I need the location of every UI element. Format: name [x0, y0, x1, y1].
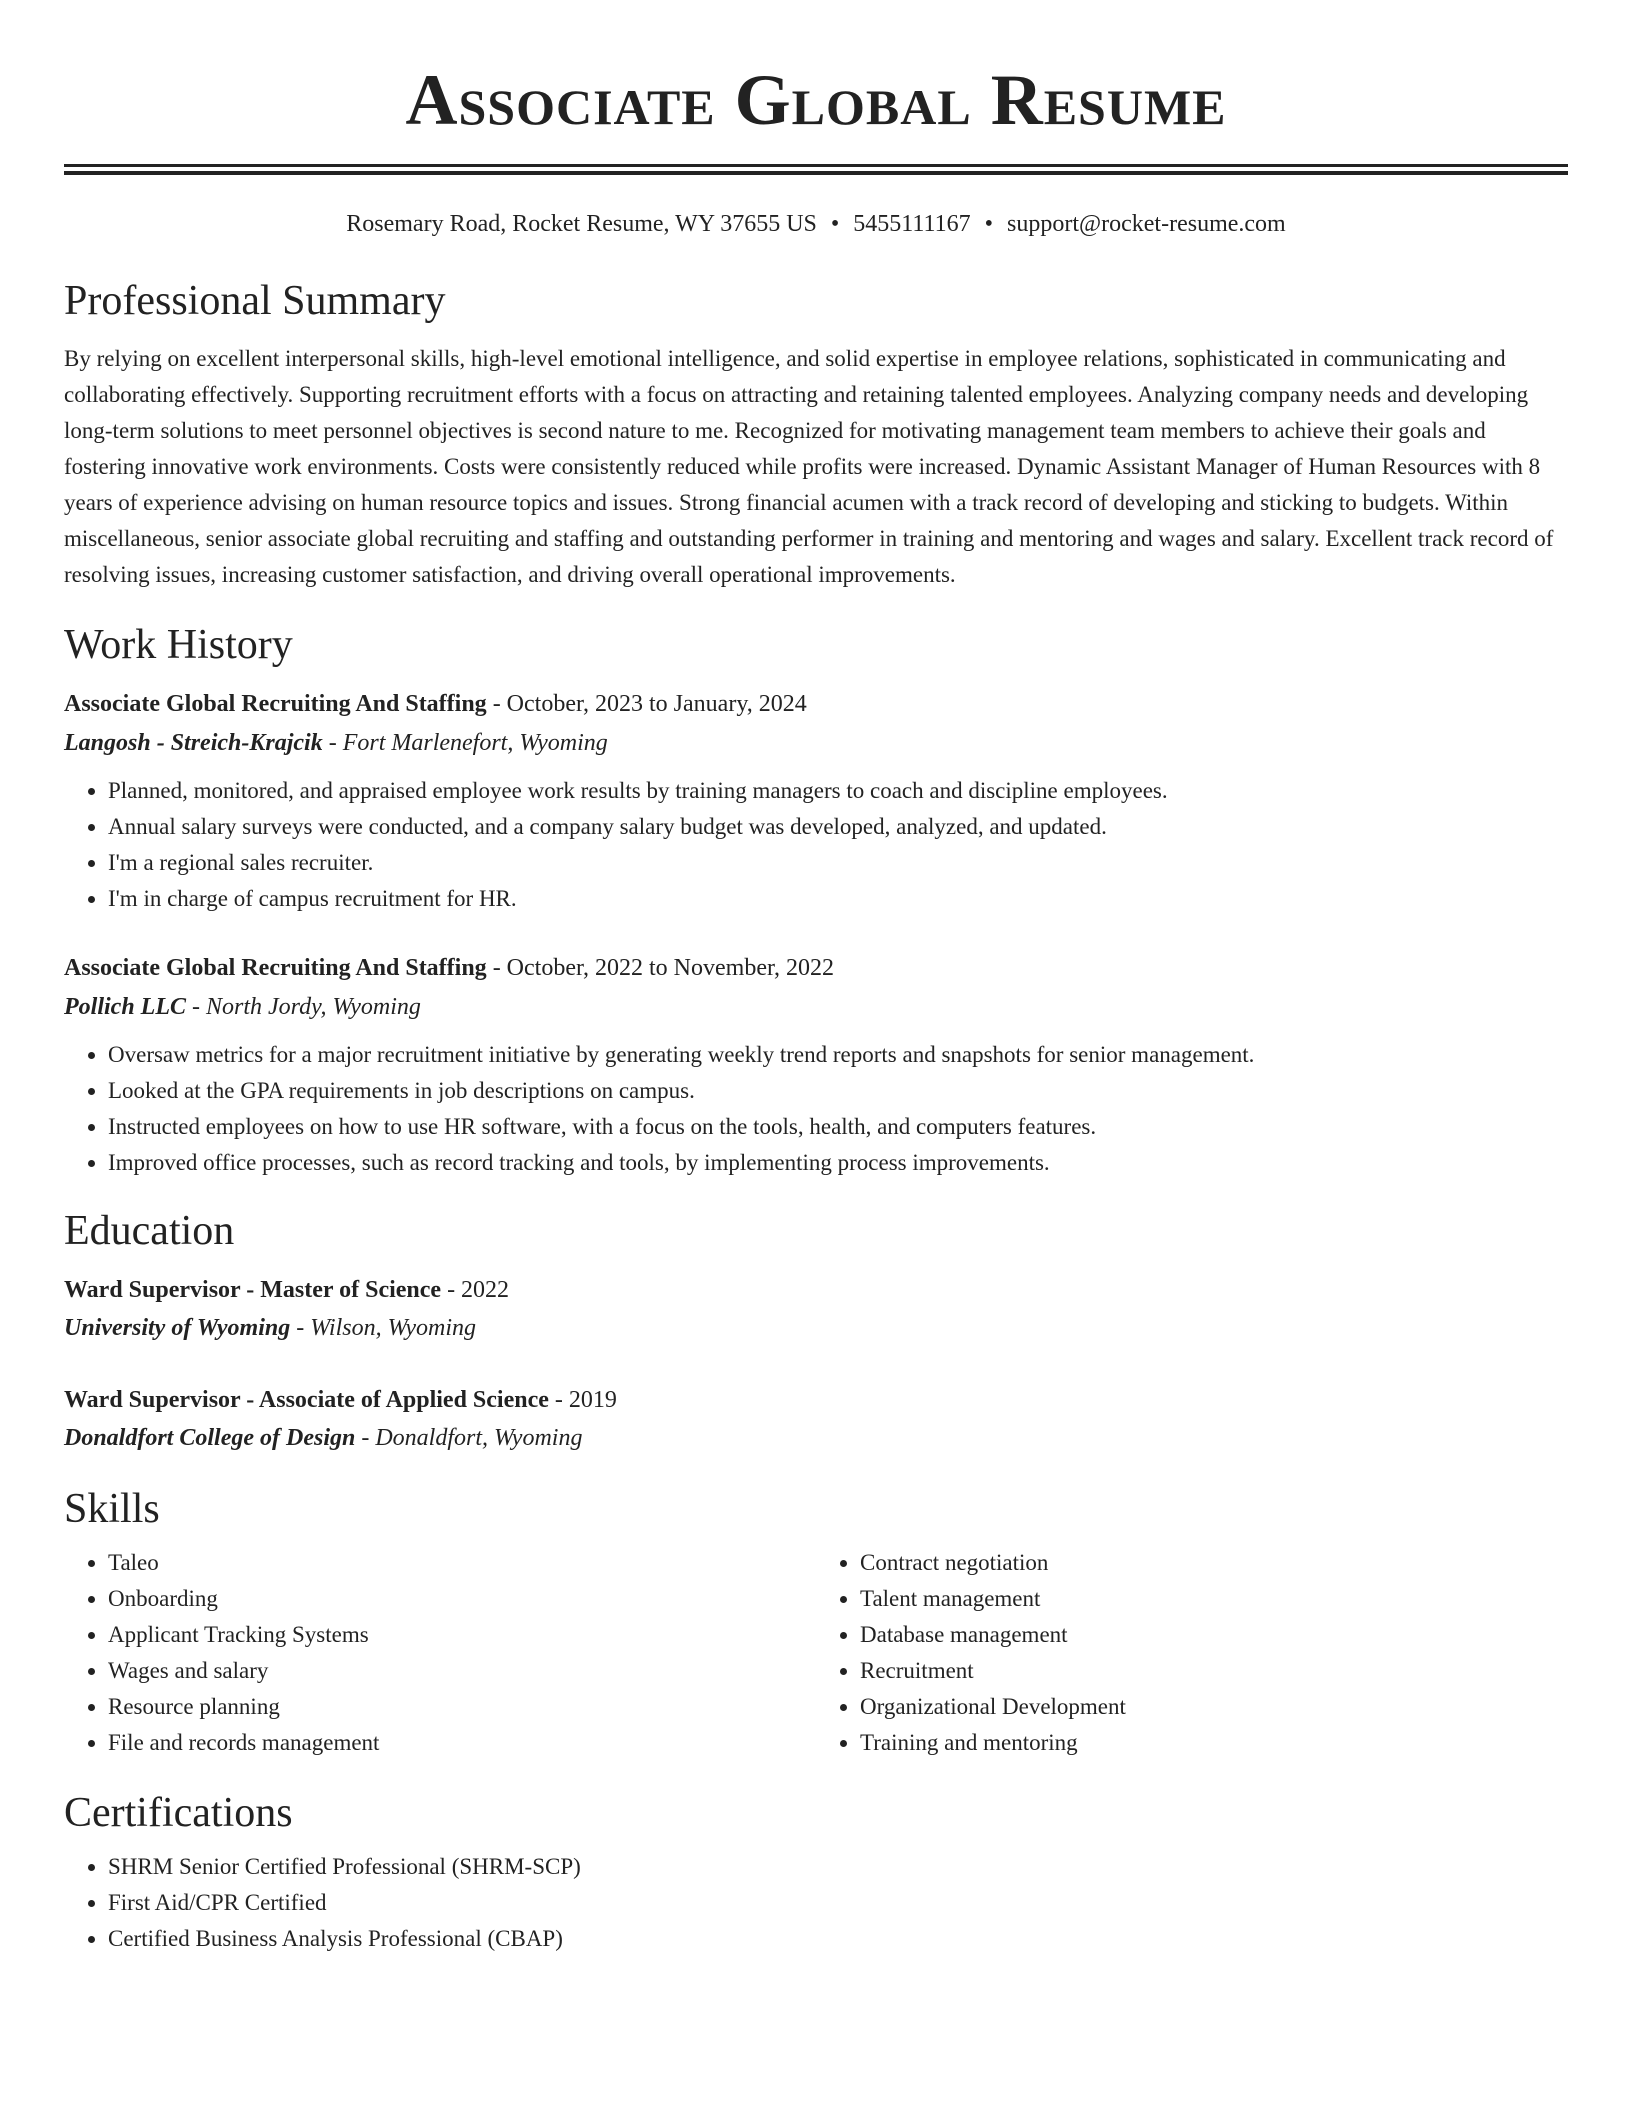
- education-header: [64, 1271, 1568, 1309]
- education-entry: [64, 1271, 1568, 1347]
- resume-title: Associate Global Resume: [405, 60, 1227, 140]
- skill-item: • Contract negotiation: [860, 1545, 1568, 1581]
- job-employer: [64, 987, 1568, 1027]
- certifications-list: [64, 1849, 1568, 1957]
- education-location: - Donaldfort, Wyoming: [355, 1425, 583, 1451]
- certification-item: • Certified Business Analysis Professional (CBAP): [108, 1921, 1568, 1957]
- education-entry: [64, 1381, 1568, 1457]
- certification-item: • SHRM Senior Certified Professional (SHRM-SCP): [108, 1849, 1568, 1885]
- job-duty: • I'm in charge of campus recruitment for HR.: [108, 881, 1568, 917]
- job-duty: • Instructed employees on how to use HR software, with a focus on the tools, health, and computers features.: [108, 1109, 1568, 1145]
- job-dates: - October, 2023 to January, 2024: [486, 691, 807, 717]
- education-school: Donaldfort College of Design: [64, 1425, 356, 1451]
- job-header: [64, 685, 1568, 723]
- contact-phone: 5455111167: [853, 211, 971, 237]
- skills-list-left: [64, 1545, 816, 1761]
- education-year: - 2019: [548, 1387, 617, 1413]
- skill-item: • Applicant Tracking Systems: [108, 1617, 816, 1653]
- education-school: University of Wyoming: [64, 1315, 291, 1341]
- skill-item: • Recruitment: [860, 1653, 1568, 1689]
- skill-item: • Onboarding: [108, 1581, 816, 1617]
- skill-item: • Talent management: [860, 1581, 1568, 1617]
- job-role: Associate Global Recruiting And Staffing: [64, 955, 487, 981]
- contact-separator: •: [984, 211, 994, 237]
- skill-item: • Organizational Development: [860, 1689, 1568, 1725]
- job-location: - North Jordy, Wyoming: [186, 994, 421, 1020]
- skill-item: • Training and mentoring: [860, 1725, 1568, 1761]
- summary-text: By relying on excellent interpersonal skills, high-level emotional intelligence, and solid expertise in employee relations, sophisticated in communicating and collaborating effectively. Supporting recruitment efforts with a focus on attracting and retaining talented employees. Analyzing company needs and developing long-term solutions to meet personnel objectives is second nature to me. Recognized for motivating management team members to achieve their goals and fostering innovative work environments. Costs were consistently reduced while profits were increased. Dynamic Assistant Manager of Human Resources with 8 years of experience advising on human resource topics and issues. Strong financial acumen with a track record of developing and sticking to budgets. Within miscellaneous, senior associate global recruiting and staffing and outstanding performer in training and mentoring and wages and salary. Excellent track record of resolving issues, increasing customer satisfaction, and driving overall operational improvements.: [64, 346, 1554, 587]
- skill-item: • Resource planning: [108, 1689, 816, 1725]
- contact-line: [64, 209, 1568, 239]
- education-heading: Education: [64, 1208, 235, 1254]
- job-header: [64, 949, 1568, 987]
- job-duty: • I'm a regional sales recruiter.: [108, 845, 1568, 881]
- job-duty: • Planned, monitored, and appraised employee work results by training managers to coach and discipline employees.: [108, 773, 1568, 809]
- education-institution: [64, 1419, 1568, 1457]
- skill-item: • Database management: [860, 1617, 1568, 1653]
- education-location: - Wilson, Wyoming: [290, 1315, 477, 1341]
- work-history-heading: Work History: [64, 622, 293, 668]
- job-duty: • Annual salary surveys were conducted, and a company salary budget was developed, analyzed, and updated.: [108, 809, 1568, 845]
- certifications-heading: Certifications: [64, 1790, 293, 1836]
- job-company: Langosh - Streich-Krajcik: [64, 730, 323, 756]
- skill-item: • File and records management: [108, 1725, 816, 1761]
- skills-heading: Skills: [64, 1486, 160, 1532]
- education-year: - 2022: [441, 1277, 510, 1303]
- education-degree: Ward Supervisor - Master of Science: [64, 1277, 442, 1303]
- contact-address: Rosemary Road, Rocket Resume, WY 37655 US: [346, 211, 817, 237]
- contact-separator: •: [830, 211, 840, 237]
- skills-list-right: [816, 1545, 1568, 1761]
- job-duties-list: [64, 773, 1568, 917]
- job-entry: [64, 685, 1568, 917]
- skills-grid: [64, 1545, 1568, 1761]
- title-divider: [64, 164, 1568, 175]
- job-location: - Fort Marlenefort, Wyoming: [322, 730, 608, 756]
- job-role: Associate Global Recruiting And Staffing: [64, 691, 487, 717]
- education-degree: Ward Supervisor - Associate of Applied Science: [64, 1387, 549, 1413]
- job-duties-list: [64, 1037, 1568, 1181]
- skill-item: • Wages and salary: [108, 1653, 816, 1689]
- education-header: [64, 1381, 1568, 1419]
- job-company: Pollich LLC: [64, 994, 186, 1020]
- skill-item: • Taleo: [108, 1545, 816, 1581]
- job-entry: [64, 949, 1568, 1181]
- summary-heading: Professional Summary: [64, 278, 446, 324]
- contact-email: support@rocket-resume.com: [1007, 211, 1286, 237]
- education-institution: [64, 1309, 1568, 1347]
- job-duty: • Improved office processes, such as record tracking and tools, by implementing process improvements.: [108, 1145, 1568, 1181]
- job-duty: • Looked at the GPA requirements in job descriptions on campus.: [108, 1073, 1568, 1109]
- job-employer: [64, 723, 1568, 763]
- job-duty: • Oversaw metrics for a major recruitment initiative by generating weekly trend reports and snapshots for senior management.: [108, 1037, 1568, 1073]
- certification-item: • First Aid/CPR Certified: [108, 1885, 1568, 1921]
- job-dates: - October, 2022 to November, 2022: [486, 955, 835, 981]
